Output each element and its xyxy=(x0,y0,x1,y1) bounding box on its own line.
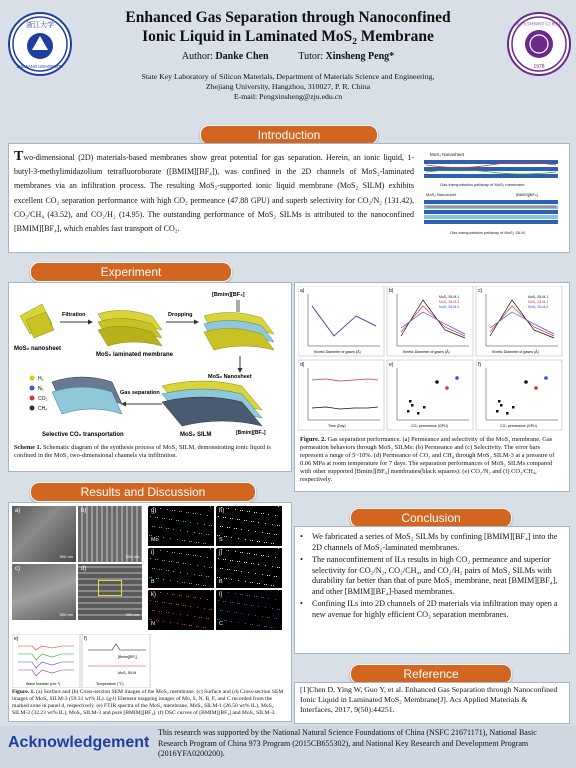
figure2-panel-f xyxy=(476,360,562,430)
experiment-scheme xyxy=(12,286,286,438)
intro-label-path1: Gas transportation pathway of MoS₂ membrane xyxy=(440,182,525,187)
figure1-caption-bold: Figure. 1. xyxy=(12,689,35,695)
zju-logo-text: ZHEJIANG UNIVERSITY xyxy=(16,64,64,69)
dsc-panel-label: f) xyxy=(84,636,88,642)
element-name: C xyxy=(219,621,223,627)
data-point xyxy=(500,404,503,407)
element-map-label: l) xyxy=(219,592,223,598)
element-name: B xyxy=(151,579,155,585)
intro-figure xyxy=(420,148,562,248)
intro-label-nanosheet2: MoS₂ Nanosheet xyxy=(426,192,457,197)
label-bmim2: [Bmim][BF₄] xyxy=(236,430,266,436)
label-gas-sep-1: Gas separation xyxy=(120,390,160,396)
intro-label-nanosheet: MoS₂ Nanosheet xyxy=(430,152,465,157)
figure2-grid xyxy=(298,286,564,432)
data-point xyxy=(411,404,414,407)
element-map-label: i) xyxy=(151,550,155,556)
ftir-panel-label: e) xyxy=(14,636,19,642)
marked-zone xyxy=(98,580,122,596)
intro-layer xyxy=(424,220,558,224)
data-point xyxy=(512,406,515,409)
reference-text: [1]Chen D, Ying W, Guo Y, et al. Enhanced Gas Separation through Nanoconfined Ionic Liquid in Laminated MoS₂ Membrane[J]. Acs Applied Materials & Interfaces, 2017, 9(50):44251. xyxy=(300,685,558,714)
scalebar: 500 nm xyxy=(59,554,73,559)
x-label: CO₂ permeance (GPU) xyxy=(500,424,537,428)
data-point xyxy=(407,410,410,413)
figure1-caption xyxy=(12,689,286,717)
data-point xyxy=(455,376,459,380)
dsc-legend-2: MoS₂ SILM xyxy=(118,671,137,675)
scheme-caption xyxy=(14,444,284,460)
figure2-panel-a xyxy=(298,286,384,356)
x-label: Kinetic Diameter of gases (Å) xyxy=(403,350,450,354)
sem-image-c xyxy=(12,564,76,620)
sem-label: c) xyxy=(15,566,20,572)
ftir-dsc xyxy=(12,634,152,688)
data-point xyxy=(423,406,426,409)
poster-title xyxy=(0,8,576,46)
scheme-svg xyxy=(12,286,286,438)
element-name: B xyxy=(219,579,223,585)
ftir-xlabel: Wave Number (cm⁻¹) xyxy=(26,682,61,686)
legend-entry: MoS₂ SILM-1 xyxy=(439,295,460,299)
data-point xyxy=(435,380,439,384)
data-point xyxy=(544,376,548,380)
bullet-text: Confining ILs into 2D channels of 2D materials via infiltration may open a new avenue for highly efficient CO₂ separation membranes. xyxy=(312,599,558,619)
figure2-panel-label: e) xyxy=(389,362,394,368)
data-point xyxy=(496,410,499,413)
element-map-j xyxy=(216,548,282,588)
intro-il-layer xyxy=(424,215,558,219)
data-point xyxy=(409,400,412,403)
legend-entry: MoS₂ SILM-3 xyxy=(528,305,549,309)
scheme-caption-bold: Scheme 1. xyxy=(14,444,42,451)
figure2-panel-d xyxy=(298,360,384,430)
scalebar: 500 nm xyxy=(125,612,139,617)
legend-entry: MoS₂ SILM-2 xyxy=(528,300,549,304)
figure2-panel-label: d) xyxy=(300,362,305,368)
figure2-panel-e xyxy=(387,360,473,430)
scheme-caption-text: Schematic diagram of the synthesis process of MoS₂ SILM, demonstrating ionic liquid is confined in the MoS₂ two-dimensional channels via infiltration. xyxy=(14,444,271,459)
school-logo-year: 1978 xyxy=(533,64,545,70)
data-point xyxy=(498,400,501,403)
element-map-label: h) xyxy=(219,508,225,514)
label-bmim: [Bmim][BF₄] xyxy=(212,292,245,298)
figure2-panel-label: f) xyxy=(478,362,482,368)
bullet-text: We fabricated a series of MoS₂ SILMs by confining [BMIM][BF₄] into the 2D channels of MoS₂-laminated membranes. xyxy=(312,532,558,552)
conclusion-bullet xyxy=(300,555,562,597)
intro-layer xyxy=(424,174,558,178)
sem-grid xyxy=(12,506,286,632)
label-mos2-nanosheet: MoS₂ Nanosheet xyxy=(208,374,252,380)
element-map-k xyxy=(148,590,214,630)
ftir-dsc-svg xyxy=(12,634,152,688)
figure2-caption-bold: Figure. 2. xyxy=(300,436,326,443)
element-name: N xyxy=(151,621,155,627)
intro-label-path2: Gas transportation pathway of MoS₂ SILM xyxy=(450,230,525,235)
bullet-dot: • xyxy=(300,555,303,564)
affiliation-line-1: State Key Laboratory of Silicon Materials, Department of Materials Science and Engineering, xyxy=(141,72,435,81)
data-point xyxy=(417,412,420,415)
element-map-g xyxy=(148,506,214,546)
figure1-caption-text: (a) Surface and (b) Cross-section SEM images of the MoS₂ membrane. (c) Surface and (d) Cross-section SEM images of MoS₂ SILM-3 (59.31 wt% IL). (g-l) Element mapping images of Mo, S, N, B, F, and C recorded from the marked zone in panel d, respectively. (e) FTIR spectra of the MoS₂ membrane, MoS₂ SILM-1 (26.50 wt% IL), MoS₂ SILM-2 (32.23 wt% IL), MoS₂ SILM-3 and pure [BMIM][BF₄]. (f) DSC curves of [BMIM][BF₄] and MoS₂ SILM-3. xyxy=(12,689,284,716)
x-label: Kinetic Diameter of gases (Å) xyxy=(314,350,361,354)
silm-graphic xyxy=(162,381,262,426)
introduction-header: Introduction xyxy=(200,125,378,145)
label-filtration: Filtration xyxy=(62,312,86,318)
element-maps xyxy=(148,506,286,692)
zju-logo-cn: 浙江大学 xyxy=(26,21,54,29)
figure2-panel-c xyxy=(476,286,562,356)
figure2-panel-label: c) xyxy=(478,288,483,294)
data-point xyxy=(445,386,449,390)
label-dropping: Dropping xyxy=(168,312,193,318)
element-map-label: j) xyxy=(219,550,223,556)
sem-image-b xyxy=(78,506,142,562)
sem-label: a) xyxy=(15,508,21,514)
acknowledgement-title: Acknowledgement xyxy=(8,734,150,751)
intro-layer xyxy=(424,200,558,204)
figure2-panel-label: b) xyxy=(389,288,394,294)
intro-figure-svg xyxy=(420,148,562,248)
introduction-body: wo-dimensional (2D) materials-based membranes show great potential for gas separation. Herein, an ionic liquid, 1-butyl-3-methylimidazolium tetrafluoroborate ([BMIM][BF₄]), was confined in the 2D channels of MoS₂-laminated membranes via an infiltration process. The resulting MoS₂-supported ionic liquid membrane (MoS₂ SILM) exhibits excellent CO₂ separation performance with high CO₂ permeance (47.88 GPU) and superb selectivity for CO₂/N₂ (131.42), CO₂/CH₄ (43.52), and CO₂/H₂ (14.95). The outstanding performance of MoS₂ SILMs is attributed to the nanoconfined [BMIM][BF₄], which enables fast transport of CO₂. xyxy=(14,153,414,234)
label-n2: N₂ xyxy=(38,386,44,392)
dsc-legend-1: [Bmim][BF₄] xyxy=(118,655,138,659)
label-silm: MoS₂ SILM xyxy=(180,432,212,438)
acknowledgement-text: This research was supported by the National Natural Science Foundations of China (NSFC 21671171), National Basic Research Program of China 973 Program (2015CB655302), and National Key Research and Development Program (2016YFA0200200). xyxy=(158,728,537,758)
tutor-name: Xinsheng Peng* xyxy=(325,51,395,62)
sem-image-a xyxy=(12,506,76,562)
figure2-panel-b xyxy=(387,286,473,356)
label-ch4: CH₄ xyxy=(38,406,48,412)
dsc-xlabel: Temperature (°C) xyxy=(96,682,124,686)
nanosheet-graphic xyxy=(20,304,54,338)
author-name: Danke Chen xyxy=(215,51,269,62)
legend-entry: MoS₂ SILM-3 xyxy=(439,305,460,309)
element-map-h xyxy=(216,506,282,546)
conclusion-bullet xyxy=(300,599,562,620)
title-line-2: Ionic Liquid in Laminated MoS₂ Membrane xyxy=(142,28,434,45)
element-map-label: g) xyxy=(151,508,157,514)
author-label: Author: xyxy=(181,51,213,62)
element-name: S xyxy=(219,537,223,543)
email: E-mail: Pengxinsheng@zju.edu.cn xyxy=(233,92,343,101)
legend-entry: MoS₂ SILM-2 xyxy=(439,300,460,304)
bullet-dot: • xyxy=(300,599,303,608)
experiment-header: Experiment xyxy=(30,262,232,282)
label-laminated: MoS₂ laminated membrane xyxy=(96,352,174,358)
results-header: Results and Discussion xyxy=(30,482,256,502)
introduction-dropcap: T xyxy=(14,149,24,164)
sem-image-d xyxy=(78,564,142,620)
data-point xyxy=(506,412,509,415)
figure2-svg xyxy=(298,286,564,432)
label-nanosheet: MoS₂ nanosheet xyxy=(14,346,62,352)
figure2-panel-label: a) xyxy=(300,288,305,294)
x-label: CO₂ permeance (GPU) xyxy=(411,424,448,428)
figure2-caption-text: Gas separation performance. (a) Permeance and selectivity of the MoS₂ membrane. Gas permeation behaviors through MoS₂ SILMs: (b) Permeance and (c) Selectivity. The error bars represent a range of 5~10%. (d) Permeance of CO₂ and CH₄ through MoS₂ SILM-3 at a pressure of 0.06 MPa at room temperature for 7 days. The separation performances of MoS₂ SILMs compared with other supported [Bmim][BF₄] membranes(black squares): (e) CO₂/N₂ and (f) CO₂/CH₄, respectively. xyxy=(300,436,555,483)
scalebar: 500 nm xyxy=(59,612,73,617)
affiliation-line-2: Zhejiang University, Hangzhou, 310027, P. R. China xyxy=(205,82,371,91)
bullet-dot: • xyxy=(300,532,303,541)
bullet-text: The nanoconfinement of ILs results in high CO₂ permeance and superior selectivity for CO₂/N₂, CO₂/CH₄, and CO₂/H₂ pairs of MoS₂ SILMs with durability far better than that of pure MoS₂ membrane, neat [BMIM][BF₄], and other [BMIM][BF₄]-based membranes. xyxy=(312,555,558,596)
x-label: Time (Day) xyxy=(328,424,346,428)
school-logo-cn: 浙江大学材料科学与工程学院 xyxy=(515,22,563,26)
authors xyxy=(0,51,576,62)
element-map-i xyxy=(148,548,214,588)
element-map-label: k) xyxy=(151,592,156,598)
data-point xyxy=(524,380,528,384)
data-point xyxy=(534,386,538,390)
legend-entry: MoS₂ SILM-1 xyxy=(528,295,549,299)
element-name: Mo xyxy=(151,537,159,543)
title-line-1: Enhanced Gas Separation through Nanoconfined xyxy=(125,9,451,26)
label-h2: H₂ xyxy=(38,376,44,382)
intro-label-il: [BMIM][BF₄] xyxy=(516,192,538,197)
figure2-caption xyxy=(300,436,562,484)
sem-label: d) xyxy=(81,566,87,572)
laminated-graphic xyxy=(98,310,162,346)
dropping-graphic xyxy=(204,300,274,350)
conclusion-bullet xyxy=(300,532,562,553)
tutor-label: Tutor: xyxy=(298,51,324,62)
conclusion-list xyxy=(300,532,562,620)
conclusion-header: Conclusion xyxy=(350,508,512,528)
label-selective: Selective CO₂ transportation xyxy=(42,432,124,438)
introduction-text xyxy=(14,150,414,236)
intro-layer xyxy=(424,210,558,214)
sem-label: b) xyxy=(81,508,87,514)
reference-header: Reference xyxy=(350,664,512,684)
scalebar: 500 nm xyxy=(125,554,139,559)
x-label: Kinetic Diameter of gases (Å) xyxy=(492,350,539,354)
affiliation xyxy=(90,72,486,102)
element-map-l xyxy=(216,590,282,630)
label-co2: CO₂ xyxy=(38,396,48,402)
